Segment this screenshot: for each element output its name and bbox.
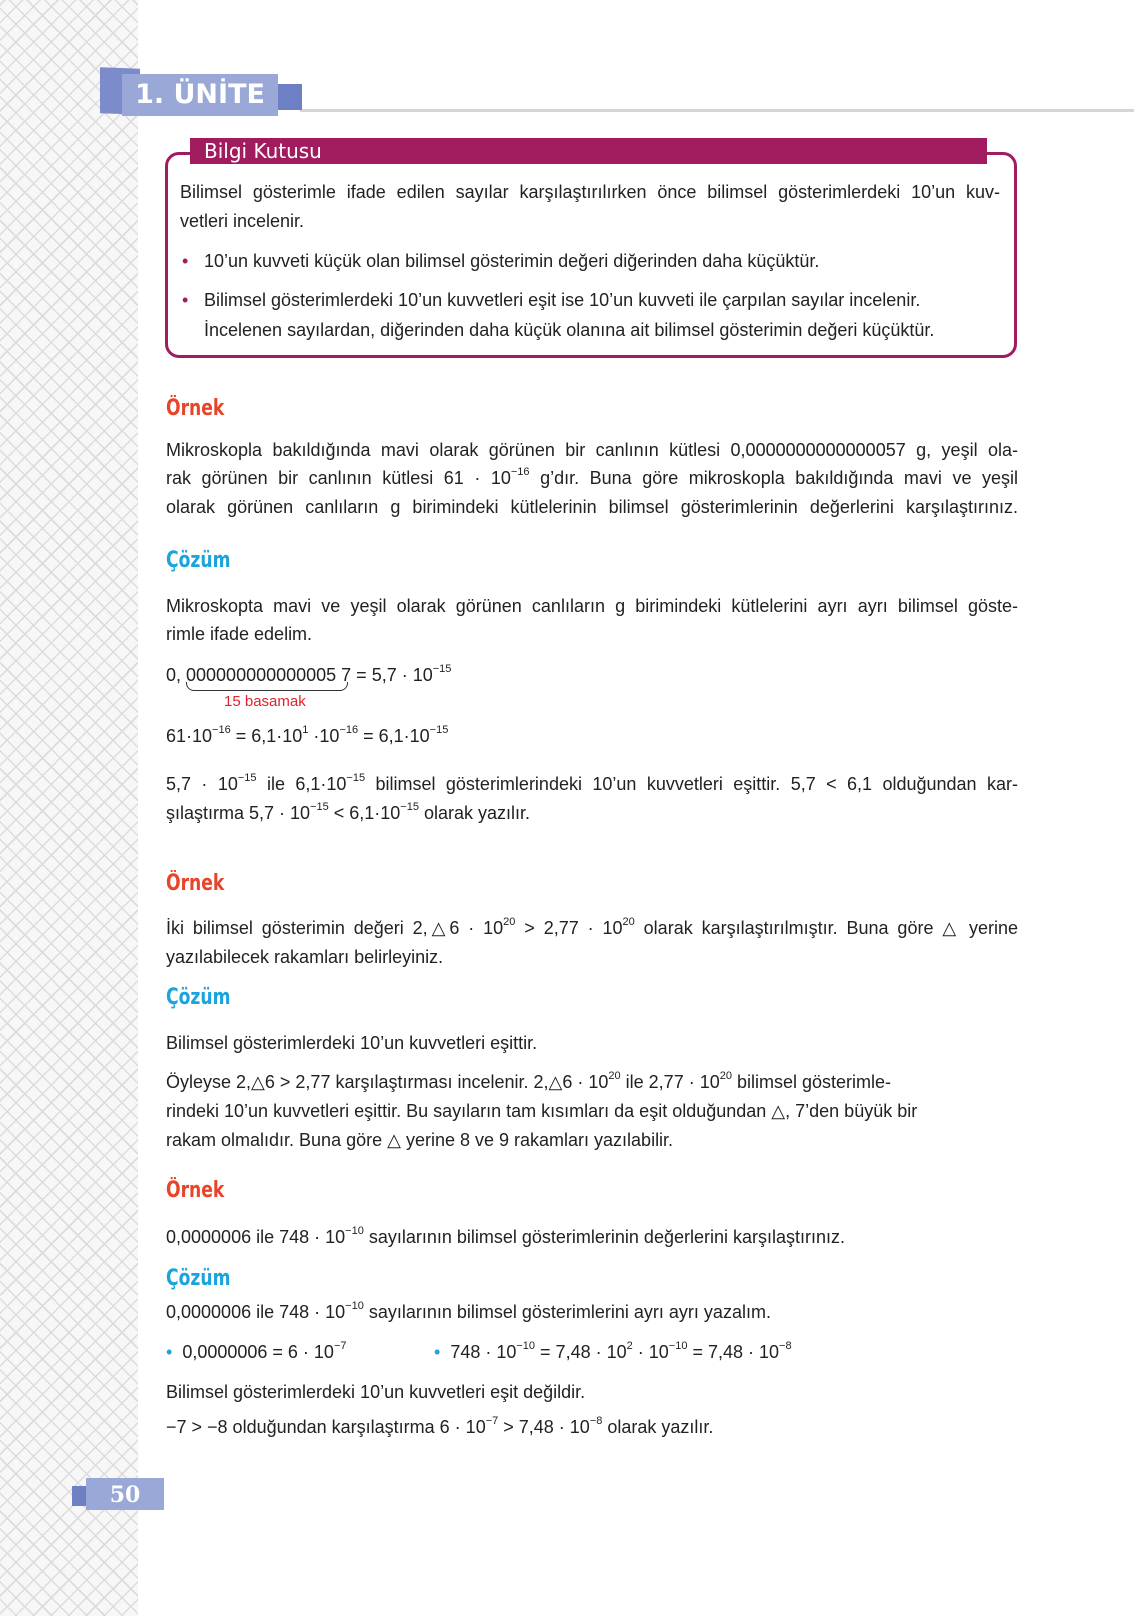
text-run: −7 > −8 olduğundan karşılaştırma 6 · 10 xyxy=(166,1417,486,1437)
text-run: Mikroskopta mavi ve yeşil olarak görünen canlıların g birimindeki kütlelerini ayrı ayrı bilimsel göste- xyxy=(166,596,1018,616)
triangle-icon: △ xyxy=(548,1072,563,1092)
info-bullet-text xyxy=(204,290,920,310)
exponent: 20 xyxy=(719,1070,732,1082)
text-run: 0, 000000000000005 7 = 5,7 · 10 xyxy=(166,665,433,685)
info-box-title: Bilgi Kutusu xyxy=(190,138,987,164)
text-run: 748 · 10 xyxy=(450,1342,517,1362)
text-run: olarak karşılaştırılmıştır. Buna göre xyxy=(634,918,943,938)
text-run: 6 > 2,77 karşılaştırması incelenir. 2, xyxy=(264,1072,549,1092)
solution-text xyxy=(166,620,1018,649)
text-run: Mikroskopla bakıldığında mavi olarak görünen bir canlının kütlesi 0,0000000000000057 g, yeşil ola- xyxy=(166,440,1018,460)
text-run: İki bilimsel gösterimin değeri 2, xyxy=(166,918,428,938)
info-bullet: • 10’un kuvveti küçük olan bilimsel gösterimin değeri diğerinden daha küçüktür. xyxy=(182,251,820,271)
solution-text xyxy=(166,1298,1018,1327)
exponent: 20 xyxy=(503,916,516,928)
exponent: −7 xyxy=(333,1340,347,1352)
triangle-icon: △ xyxy=(387,1130,401,1150)
text-run: rak görünen bir canlının kütlesi 61 · 10 xyxy=(166,468,511,488)
equation xyxy=(166,722,1018,751)
info-bullet: • Bilimsel gösterimlerdeki 10’un kuvvetleri eşit ise 10’un kuvveti ile çarpılan sayılar incelenir. xyxy=(182,290,921,310)
text-run: ·10 xyxy=(308,726,340,746)
text-run: 10’un kuvveti küçük olan bilimsel gösterimin değeri diğerinden daha küçüktür. xyxy=(204,251,820,271)
exponent: −10 xyxy=(668,1340,688,1352)
text-run: bilimsel gösterimle- xyxy=(731,1072,892,1092)
page-number-tab xyxy=(72,1478,164,1508)
text-run: = 6,1·10 xyxy=(230,726,303,746)
exponent: −16 xyxy=(212,724,231,736)
text-run: > 2,77 · 10 xyxy=(515,918,623,938)
text-run: 0,0000006 ile 748 · 10 xyxy=(166,1227,346,1247)
example-heading: Örnek xyxy=(166,871,225,896)
text-run: Bilimsel gösterimlerdeki 10’un kuvvetleri eşittir. xyxy=(166,1033,538,1053)
solution-text xyxy=(166,592,1018,621)
text-run: Bilimsel gösterimlerdeki 10’un kuvvetleri eşit ise 10’un kuvveti ile çarpılan sayılar incelenir. xyxy=(204,290,921,310)
bullet-item: • $0,0000006 = 6 \cdot 10^{-7}$ xyxy=(166,1340,347,1362)
solution-text xyxy=(166,1378,1018,1407)
text-run: Öyleyse 2, xyxy=(166,1072,252,1092)
example-text xyxy=(166,493,1018,522)
solution-text xyxy=(166,1029,1018,1058)
text-run: rindeki 10’un kuvvetleri eşittir. Bu sayıların tam kısımları da eşit olduğundan xyxy=(166,1101,772,1121)
text-run: = 7,48 · 10 xyxy=(535,1342,627,1362)
exponent: −16 xyxy=(339,724,359,736)
text-run: , 7’den büyük bir xyxy=(785,1101,918,1121)
exponent: −15 xyxy=(310,801,329,813)
info-line xyxy=(180,178,1000,207)
text-run: g’dır. Buna göre mikroskopla bakıldığında mavi ve yeşil xyxy=(529,468,1018,488)
text-run: 61·10 xyxy=(166,726,213,746)
info-line xyxy=(204,316,1024,345)
text-run: yerine xyxy=(960,918,1019,938)
exponent: 20 xyxy=(622,916,635,928)
text-run: yerine 8 ve 9 rakamları yazılabilir. xyxy=(400,1130,674,1150)
text-run: Bilimsel gösterimle ifade edilen sayılar karşılaştırılırken önce bilimsel gösterimlerdeki 10’un kuv- xyxy=(180,182,1000,202)
text-run: vetleri incelenir. xyxy=(180,211,305,231)
exponent: −10 xyxy=(516,1340,536,1352)
exponent: −8 xyxy=(589,1415,603,1427)
bullet-item: • $748 \cdot 10^{-10} = 7,48 \cdot 10^2 \cdot 10^{-10} = 7,48 \cdot 10^{-8}$ xyxy=(434,1340,792,1362)
exponent: −10 xyxy=(345,1300,364,1312)
text-run: > 7,48 · 10 xyxy=(498,1417,590,1437)
solution-heading: Çözüm xyxy=(166,985,231,1010)
text-run: yazılabilecek rakamları belirleyiniz. xyxy=(166,947,444,967)
text-run: bilimsel gösterimlerindeki 10’un kuvvetleri eşittir. 5,7 < 6,1 olduğundan kar- xyxy=(365,774,1018,794)
triangle-icon: △ xyxy=(427,918,450,938)
exponent: 20 xyxy=(608,1070,621,1082)
text-run: olarak yazılır. xyxy=(418,803,531,823)
exponent: −15 xyxy=(237,772,257,784)
solution-text xyxy=(166,1126,1018,1155)
text-run: = 7,48 · 10 xyxy=(687,1342,780,1362)
exponent: −15 xyxy=(400,801,419,813)
unit-label: 1. ÜNİTE xyxy=(122,74,278,116)
exponent: −10 xyxy=(345,1225,364,1237)
text-run: rimle ifade edelim. xyxy=(166,624,313,644)
text-run: olarak görünen canlıların g birimindeki kütlelerinin bilimsel gösterimlerinin değerlerini karşılaştırınız. xyxy=(166,497,1018,517)
text-run: olarak yazılır. xyxy=(602,1417,714,1437)
solution-text xyxy=(166,1068,978,1097)
bullet-text xyxy=(450,1342,791,1362)
text-run: < 6,1·10 xyxy=(328,803,401,823)
header-rule xyxy=(300,109,1134,112)
solution-text xyxy=(166,1413,1018,1442)
exponent: −15 xyxy=(432,663,452,675)
ribbon-decoration xyxy=(278,84,302,110)
exponent: −16 xyxy=(510,466,530,478)
triangle-icon: △ xyxy=(942,918,961,938)
example-text xyxy=(166,1223,1018,1252)
solution-text xyxy=(166,1097,991,1126)
text-run: sayılarının bilimsel gösterimlerini ayrı ayrı yazalım. xyxy=(363,1302,771,1322)
text-run: 6 · 10 xyxy=(562,1072,609,1092)
text-run: ile 6,1·10 xyxy=(256,774,347,794)
example-text xyxy=(166,914,1018,943)
bullet-text xyxy=(182,1342,346,1362)
text-run: 0,0000006 = 6 · 10 xyxy=(182,1342,334,1362)
brace-label: 15 basamak xyxy=(224,693,306,710)
text-run: = 6,1·10 xyxy=(358,726,430,746)
exponent: −15 xyxy=(429,724,449,736)
text-run: sayılarının bilimsel gösterimlerinin değerlerini karşılaştırınız. xyxy=(363,1227,846,1247)
solution-heading: Çözüm xyxy=(166,548,231,573)
text-run: · 10 xyxy=(632,1342,669,1362)
text-run: 0,0000006 ile 748 · 10 xyxy=(166,1302,346,1322)
example-text xyxy=(166,943,1018,972)
exponent: 1 xyxy=(302,724,309,736)
example-text xyxy=(166,464,1018,493)
text-run: 5,7 · 10 xyxy=(166,774,238,794)
exponent: −7 xyxy=(485,1415,499,1427)
info-line xyxy=(180,207,1000,236)
decorative-pattern xyxy=(0,0,138,1616)
exponent: −8 xyxy=(779,1340,792,1352)
exponent: −15 xyxy=(346,772,366,784)
text-run: rakam olmalıdır. Buna göre xyxy=(166,1130,388,1150)
triangle-icon: △ xyxy=(771,1101,786,1121)
page-number: 50 xyxy=(86,1478,164,1510)
example-text xyxy=(166,436,1018,465)
solution-text xyxy=(166,799,1018,828)
text-run: İncelenen sayılardan, diğerinden daha küçük olanına ait bilimsel gösterimin değeri küçüktür. xyxy=(204,320,935,340)
exponent: 2 xyxy=(626,1340,633,1352)
text-run: ile 2,77 · 10 xyxy=(620,1072,720,1092)
text-run: şılaştırma 5,7 · 10 xyxy=(166,803,311,823)
solution-heading: Çözüm xyxy=(166,1266,231,1291)
triangle-icon: △ xyxy=(251,1072,265,1092)
solution-text xyxy=(166,770,1018,799)
example-heading: Örnek xyxy=(166,396,225,421)
text-run: Bilimsel gösterimlerdeki 10’un kuvvetleri eşit değildir. xyxy=(166,1382,586,1402)
info-bullet-text xyxy=(204,251,819,271)
example-heading: Örnek xyxy=(166,1178,225,1203)
text-run: 6 · 10 xyxy=(449,918,504,938)
